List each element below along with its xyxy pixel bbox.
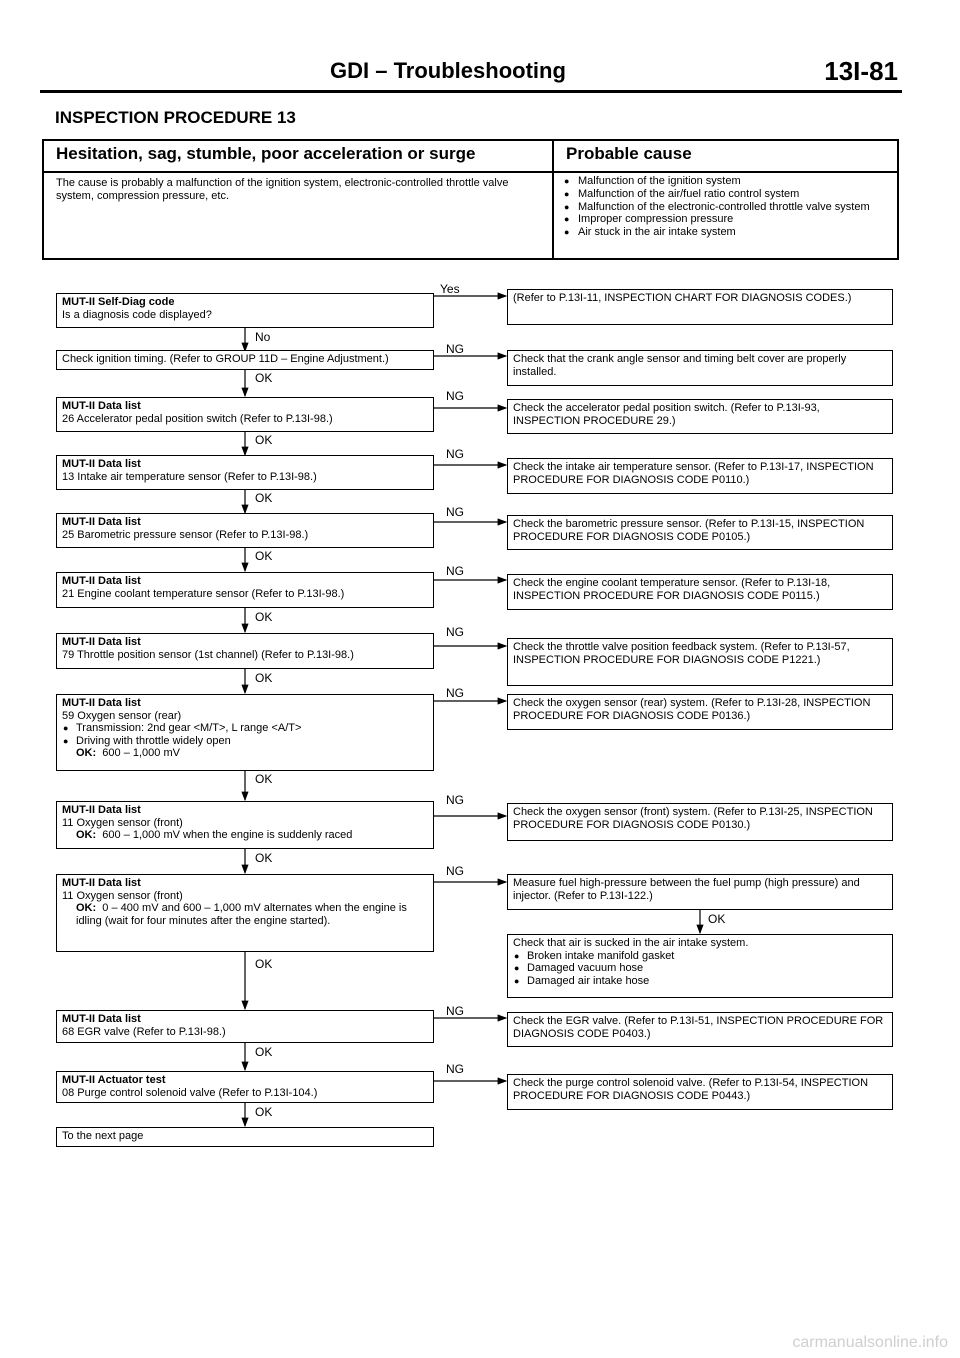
air-check-item: ● Broken intake manifold gasket: [513, 950, 887, 963]
step-heading: MUT-II Data list: [62, 458, 141, 470]
result-text: Check the throttle valve position feedback system. (Refer to P.13I-57, INSPECTION PROCEDURE FOR DIAGNOSIS CODE P1221.): [513, 641, 850, 666]
ok-label: OK: [255, 610, 273, 624]
step-text: 11 Oxygen sensor (front): [62, 816, 183, 829]
result-text: Measure fuel high-pressure between the fuel pump (high pressure) and injector. (Refer to P.13I-122.): [513, 877, 860, 902]
step-oxygen-rear: [56, 694, 434, 771]
step-throttle-position: [56, 633, 434, 669]
procedure-title: INSPECTION PROCEDURE 13: [55, 108, 296, 127]
ok-criterion-label: OK:: [76, 902, 97, 914]
cause-heading: Probable cause: [566, 144, 692, 163]
ok-criterion-label: OK:: [76, 829, 97, 841]
ng-label: NG: [446, 1062, 464, 1076]
ok-label: OK: [255, 772, 273, 786]
result-text: Check the accelerator pedal position switch. (Refer to P.13I-93, INSPECTION PROCEDURE 29.): [513, 402, 820, 427]
ok-criterion: [62, 902, 428, 927]
step-oxygen-front-idle: [56, 874, 434, 952]
ok-label: OK: [255, 1045, 273, 1059]
result-accel-pedal: [507, 399, 893, 434]
step-heading: MUT-II Data list: [62, 516, 141, 528]
cause-item: ● Malfunction of the electronic-controlled throttle valve system: [562, 201, 892, 214]
result-crank-sensor: [507, 350, 893, 386]
next-page-box: [56, 1127, 434, 1147]
result-oxygen-front: [507, 803, 893, 841]
step-heading: MUT-II Actuator test: [62, 1074, 166, 1086]
yes-label: Yes: [440, 282, 460, 296]
page-title: GDI – Troubleshooting: [330, 58, 566, 83]
symptom-heading: Hesitation, sag, stumble, poor acceleration or surge: [56, 144, 476, 163]
result-diag-chart: [507, 289, 893, 325]
step-heading: MUT-II Data list: [62, 400, 141, 412]
result-fuel-pressure: [507, 874, 893, 910]
result-text: Check that the crank angle sensor and timing belt cover are properly installed.: [513, 353, 847, 378]
condition-item: ● Transmission: 2nd gear <M/T>, L range <A/T>: [62, 722, 428, 735]
result-text: Check that air is sucked in the air intake system.: [513, 937, 749, 949]
result-text: Check the EGR valve. (Refer to P.13I-51, INSPECTION PROCEDURE FOR DIAGNOSIS CODE P0403.): [513, 1015, 884, 1040]
air-check-item: ● Damaged vacuum hose: [513, 962, 887, 975]
step-text: 11 Oxygen sensor (front): [62, 889, 183, 902]
step-text: 68 EGR valve (Refer to P.13I-98.): [62, 1025, 226, 1038]
step-purge-solenoid: [56, 1071, 434, 1103]
step-heading: MUT-II Self-Diag code: [62, 296, 175, 308]
step-heading: MUT-II Data list: [62, 804, 141, 816]
result-text: Check the intake air temperature sensor. (Refer to P.13I-17, INSPECTION PROCEDURE FOR DIAGNOSIS CODE P0110.): [513, 461, 874, 486]
step-heading: MUT-II Data list: [62, 1013, 141, 1025]
step-heading: MUT-II Data list: [62, 636, 141, 648]
ng-label: NG: [446, 1004, 464, 1018]
result-throttle-feedback: [507, 638, 893, 686]
result-egr-valve: [507, 1012, 893, 1047]
condition-item: ● Driving with throttle widely open: [62, 735, 428, 748]
result-oxygen-rear: [507, 694, 893, 730]
ng-label: NG: [446, 342, 464, 356]
ok-criterion-value: 600 – 1,000 mV when the engine is suddenly raced: [102, 829, 353, 841]
next-page-text: To the next page: [62, 1130, 144, 1142]
step-text: Is a diagnosis code displayed?: [62, 308, 212, 321]
ng-label: NG: [446, 625, 464, 639]
result-text: Check the engine coolant temperature sensor. (Refer to P.13I-18, INSPECTION PROCEDURE FOR DIAGNOSIS CODE P0115.): [513, 577, 831, 602]
result-text: (Refer to P.13I-11, INSPECTION CHART FOR DIAGNOSIS CODES.): [513, 292, 852, 304]
result-purge-solenoid: [507, 1074, 893, 1110]
ok-criterion: [62, 747, 428, 760]
step-self-diag: [56, 293, 434, 328]
ok-label: OK: [255, 1105, 273, 1119]
step-heading: MUT-II Data list: [62, 575, 141, 587]
step-text: 25 Barometric pressure sensor (Refer to P.13I-98.): [62, 528, 309, 541]
ok-label: OK: [255, 491, 273, 505]
ok-label: OK: [255, 671, 273, 685]
step-text: Check ignition timing. (Refer to GROUP 11D – Engine Adjustment.): [62, 353, 389, 365]
ok-label: OK: [255, 851, 273, 865]
step-text: 59 Oxygen sensor (rear): [62, 709, 182, 722]
result-coolant-temp: [507, 574, 893, 610]
ok-label: OK: [255, 371, 273, 385]
ng-label: NG: [446, 793, 464, 807]
cause-item: ● Improper compression pressure: [562, 213, 892, 226]
ok-criterion-value: 0 – 400 mV and 600 – 1,000 mV alternates when the engine is idling (wait for four minutes after the engine started).: [76, 902, 407, 927]
step-text: 26 Accelerator pedal position switch (Refer to P.13I-98.): [62, 412, 333, 425]
ng-label: NG: [446, 389, 464, 403]
ok-criterion: [62, 829, 428, 842]
step-intake-air-temp: [56, 455, 434, 490]
step-coolant-temp: [56, 572, 434, 608]
result-text: Check the oxygen sensor (rear) system. (Refer to P.13I-28, INSPECTION PROCEDURE FOR DIAGNOSIS CODE P0136.): [513, 697, 871, 722]
ok-criterion-value: 600 – 1,000 mV: [102, 747, 180, 759]
symptom-description: The cause is probably a malfunction of the ignition system, electronic-controlled throttle valve system, compression pressure, etc.: [56, 177, 509, 202]
step-text: 13 Intake air temperature sensor (Refer to P.13I-98.): [62, 470, 317, 483]
result-text: Check the barometric pressure sensor. (Refer to P.13I-15, INSPECTION PROCEDURE FOR DIAGNOSIS CODE P0105.): [513, 518, 865, 543]
ng-label: NG: [446, 686, 464, 700]
step-text: 79 Throttle position sensor (1st channel) (Refer to P.13I-98.): [62, 648, 354, 661]
step-barometric: [56, 513, 434, 548]
cause-item: ● Malfunction of the ignition system: [562, 175, 892, 188]
step-heading: MUT-II Data list: [62, 697, 141, 709]
ok-label: OK: [255, 433, 273, 447]
result-text: Check the purge control solenoid valve. (Refer to P.13I-54, INSPECTION PROCEDURE FOR DIAGNOSIS CODE P0443.): [513, 1077, 869, 1102]
air-check-item: ● Damaged air intake hose: [513, 975, 887, 988]
ng-label: NG: [446, 447, 464, 461]
result-text: Check the oxygen sensor (front) system. (Refer to P.13I-25, INSPECTION PROCEDURE FOR DIAGNOSIS CODE P0130.): [513, 806, 873, 831]
cause-item: ● Malfunction of the air/fuel ratio control system: [562, 188, 892, 201]
ok-criterion-label: OK:: [76, 747, 97, 759]
page-number: 13I-81: [824, 56, 898, 86]
step-egr-valve: [56, 1010, 434, 1043]
step-oxygen-front-raced: [56, 801, 434, 849]
watermark: carmanualsonline.info: [792, 1334, 948, 1351]
step-text: 08 Purge control solenoid valve (Refer to P.13I-104.): [62, 1086, 318, 1099]
cause-item: ● Air stuck in the air intake system: [562, 226, 892, 239]
step-ignition-timing: [56, 350, 434, 370]
result-intake-air-temp: [507, 458, 893, 494]
no-label: No: [255, 330, 271, 344]
ok-label: OK: [255, 549, 273, 563]
ng-label: NG: [446, 564, 464, 578]
step-accel-pedal: [56, 397, 434, 432]
step-text: 21 Engine coolant temperature sensor (Refer to P.13I-98.): [62, 587, 345, 600]
result-air-intake-check: [507, 934, 893, 998]
step-heading: MUT-II Data list: [62, 877, 141, 889]
ok-label: OK: [255, 957, 273, 971]
result-barometric: [507, 515, 893, 550]
ng-label: NG: [446, 864, 464, 878]
ng-label: NG: [446, 505, 464, 519]
ok-label: OK: [708, 912, 726, 926]
